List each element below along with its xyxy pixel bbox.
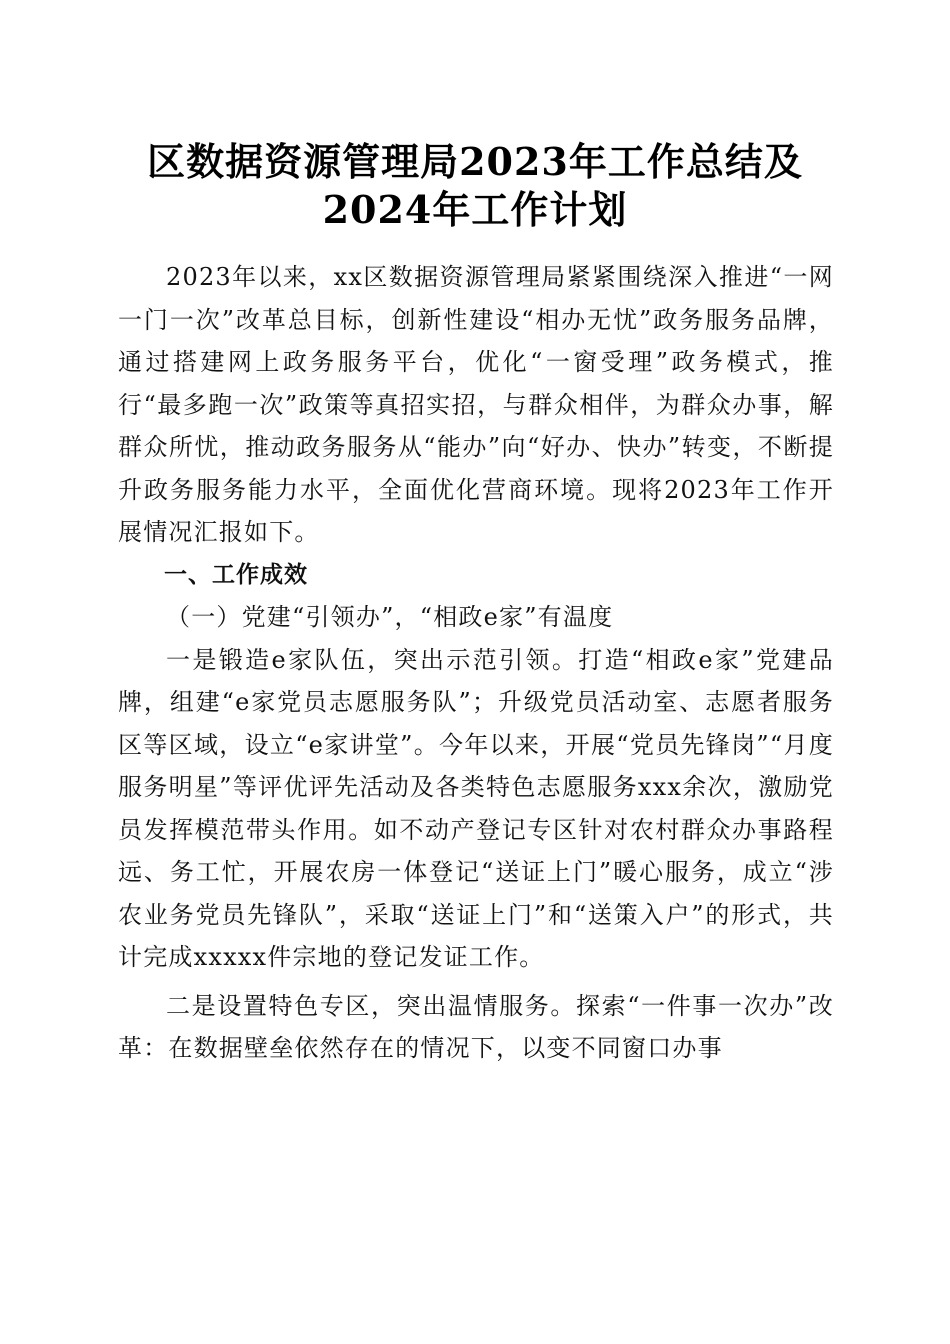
paragraph-body-special-zones: 探索“一件事一次办”改革：在数据壁垒依然存在的情况下，以变不同窗口办事 — [118, 991, 834, 1062]
intro-paragraph: 2023年以来，xx区数据资源管理局紧紧围绕深入推进“一网一门一次”改革总目标，创新性建设“相办无忧”政务服务品牌，通过搭建网上政务服务平台，优化“一窗受理”政务模式，推行“最多跑一次”政策等真招实招，与群众相伴，为群众办事，解群众所忧，推动政务服务从“能办”向“好办、快办”转变，不断提升政务服务能力水平，全面优化营商环境。现将2023年工作开展情况汇报如下。 — [118, 263, 834, 546]
document-body — [118, 256, 834, 1070]
document-title: 区数据资源管理局2023年工作总结及2024年工作计划 — [147, 139, 803, 232]
paragraph-team-building — [118, 639, 834, 979]
paragraph-lead-team-building: 一是锻造e家队伍，突出示范引领。 — [166, 645, 579, 674]
paragraph-lead-special-zones: 二是设置特色专区，突出温情服务。 — [166, 991, 576, 1020]
paragraph-body-team-building: 打造“相政e家”党建品牌，组建“e家党员志愿服务队”；升级党员活动室、志愿者服务区等区域，设立“e家讲堂”。今年以来，开展“党员先锋岗”“月度服务明星”等评优评先活动及各类特色志愿服务xxx余次，激励党员发挥模范带头作用。如不动产登记专区针对农村群众办事路程远、务工忙，开展农房一体登记“送证上门”暖心服务，成立“涉农业务党员先锋队”，采取“送证上门”和“送策入户”的形式，共计完成xxxxx件宗地的登记发证工作。 — [118, 645, 834, 971]
paragraph-special-zones — [118, 985, 834, 1070]
section-heading-achievements: 一、工作成效 — [164, 561, 308, 588]
subsection-heading-party-building: （一）党建“引领办”，“相政e家”有温度 — [166, 603, 614, 631]
